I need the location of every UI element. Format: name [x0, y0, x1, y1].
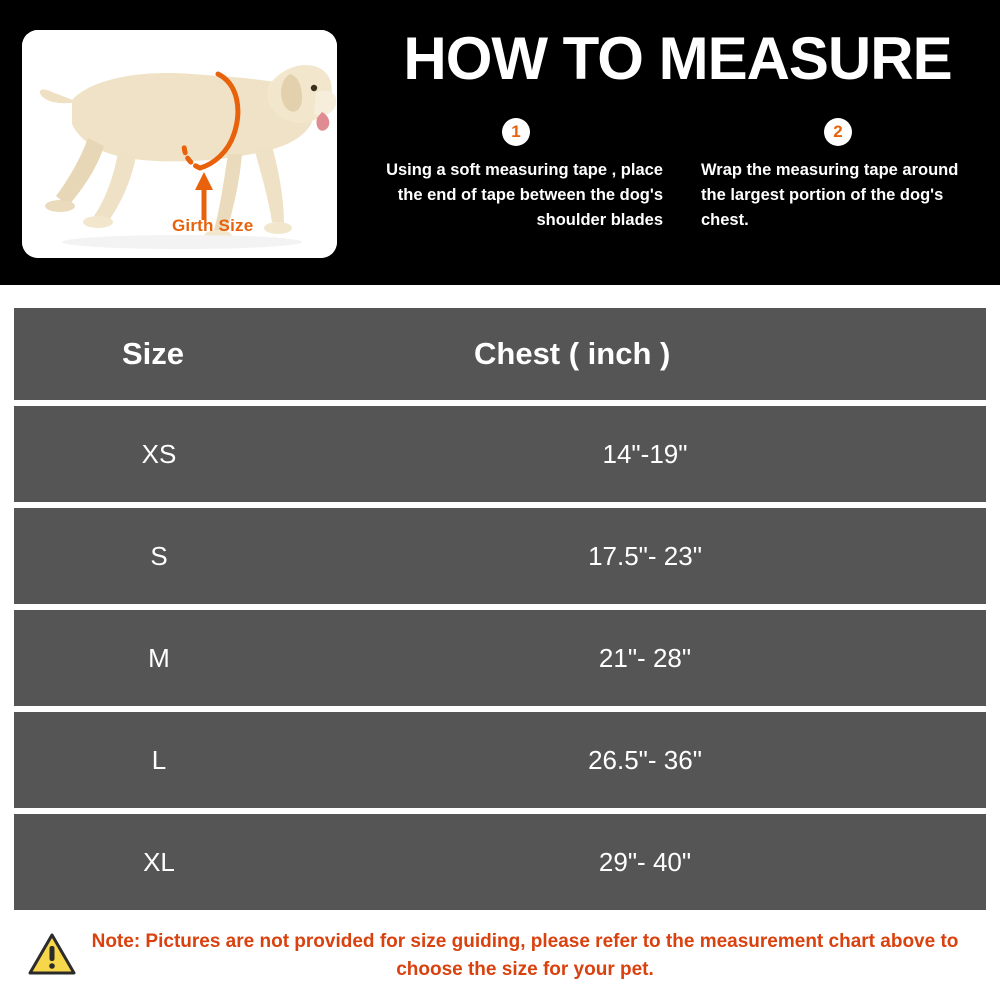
step-text-1: Using a soft measuring tape , place the end of tape between the dog's shoulder blades: [386, 161, 663, 229]
table-row: [14, 712, 986, 808]
steps-list: [355, 118, 1000, 233]
table-row: [14, 406, 986, 502]
warning-triangle-icon: [14, 932, 74, 981]
page-title: HOW TO MEASURE: [403, 25, 952, 92]
cell-chest: 29"- 40": [598, 846, 692, 877]
header-banner: [0, 0, 1000, 285]
cell-size: XL: [143, 846, 175, 877]
header-content: [355, 0, 1000, 285]
cell-size: L: [151, 744, 167, 775]
table-row: [14, 508, 986, 604]
cell-chest: 21"- 28": [598, 642, 692, 673]
step-text-2: Wrap the measuring tape around the largest portion of the dog's chest.: [701, 161, 959, 229]
dog-measure-photo: [22, 30, 337, 258]
table-header-row: [14, 308, 986, 400]
table-row: [14, 814, 986, 910]
cell-chest: 14"-19": [602, 438, 688, 469]
cell-size: M: [148, 642, 170, 673]
note-text: Note: Pictures are not provided for size guiding, please refer to the measurement chart above to choose the size for your pet.: [91, 931, 959, 980]
column-header-chest: Chest ( inch ): [474, 336, 671, 371]
step-badge-2: 2: [824, 118, 852, 146]
table-row: [14, 610, 986, 706]
girth-size-label: Girth Size: [172, 216, 254, 235]
cell-size: S: [150, 540, 168, 571]
note-section: [14, 928, 986, 984]
column-header-size: Size: [122, 336, 185, 371]
step-item-2: [677, 118, 999, 233]
step-item-1: [355, 118, 677, 233]
cell-chest: 26.5"- 36": [588, 744, 702, 775]
step-badge-1: 1: [502, 118, 530, 146]
cell-size: XS: [141, 438, 177, 469]
cell-chest: 17.5"- 23": [588, 540, 702, 571]
size-chart-table: [14, 308, 986, 916]
